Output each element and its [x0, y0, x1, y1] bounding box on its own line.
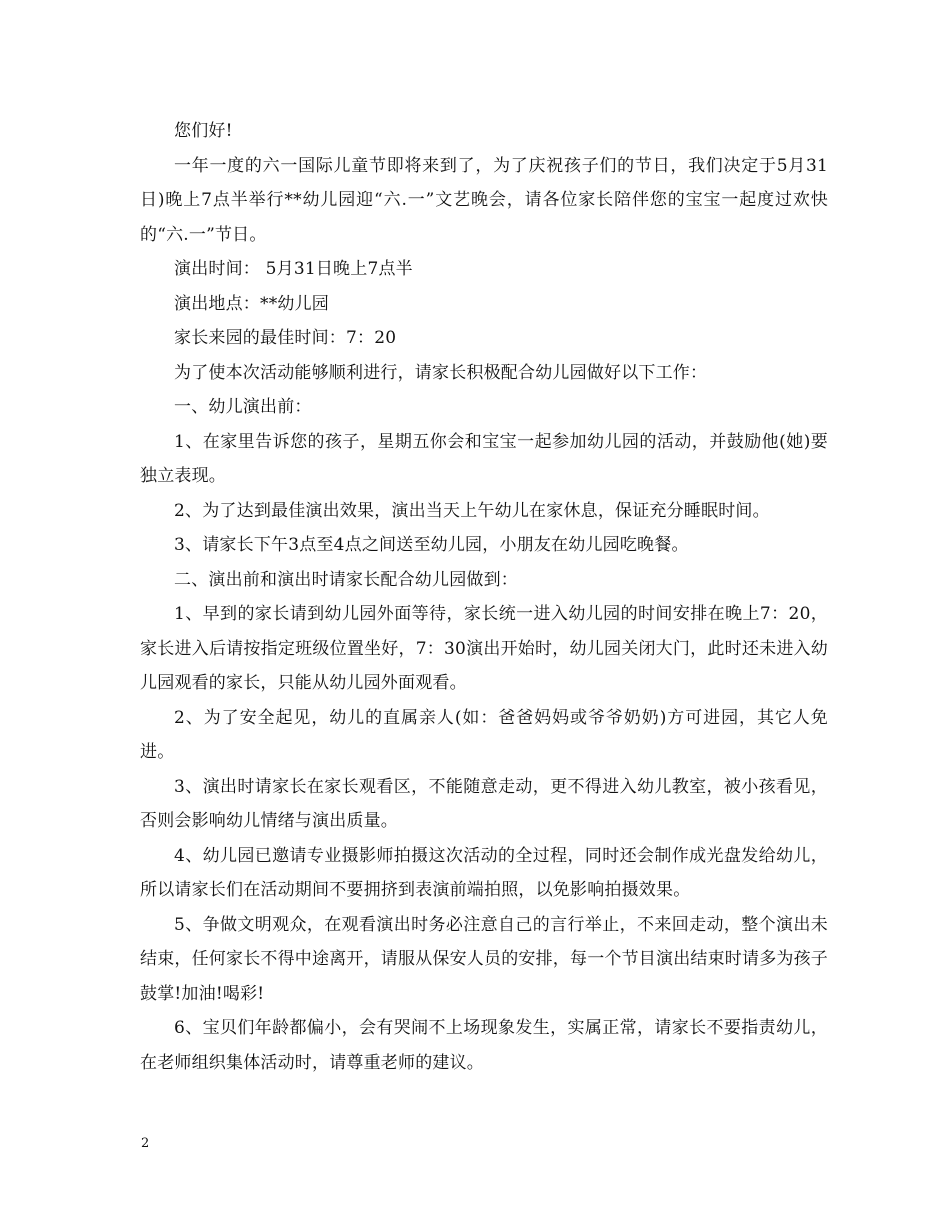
during-item-5: 5、争做文明观众，在观看演出时务必注意自己的言行举止，不来回走动，整个演出未结束，任何家长不得中途离开，请服从保安人员的安排，每一个节目演出结束时请多为孩子鼓掌!加油!喝彩!	[140, 914, 828, 1004]
document-body	[140, 114, 828, 1080]
section-heading-before-performance: 一、幼儿演出前：	[174, 397, 312, 417]
during-item-6: 6、宝贝们年龄都偏小，会有哭闹不上场现象发生，实属正常，请家长不要指责幼儿，在老师组织集体活动时，请尊重老师的建议。	[140, 1018, 828, 1073]
during-item-1: 1、早到的家长请到幼儿园外面等待，家长统一进入幼儿园的时间安排在晚上7：20，家长进入后请按指定班级位置坐好，7：30演出开始时，幼儿园关闭大门，此时还未进入幼儿园观看的家长，只能从幼儿园外面观看。	[140, 604, 828, 693]
performance-time: 演出时间： 5月31日晚上7点半	[174, 259, 413, 279]
before-item-3: 3、请家长下午3点至4点之间送至幼儿园，小朋友在幼儿园吃晚餐。	[174, 535, 689, 555]
intro-paragraph: 一年一度的六一国际儿童节即将来到了，为了庆祝孩子们的节日，我们决定于5月31日)晚上7点半举行**幼儿园迎“六.一”文艺晚会，请各位家长陪伴您的宝宝一起度过欢快的“六.一”节日。	[140, 155, 828, 245]
best-arrival-time: 家长来园的最佳时间：7：20	[174, 328, 397, 348]
greeting-paragraph: 您们好!	[174, 121, 233, 141]
page-number: 2	[141, 1136, 150, 1151]
before-item-1: 1、在家里告诉您的孩子，星期五你会和宝宝一起参加幼儿园的活动，并鼓励他(她)要独立表现。	[140, 431, 828, 486]
section-heading-during-performance: 二、演出前和演出时请家长配合幼儿园做到：	[174, 569, 518, 590]
performance-location: 演出地点：**幼儿园	[174, 293, 329, 314]
during-item-2: 2、为了安全起见，幼儿的直属亲人(如：爸爸妈妈或爷爷奶奶)方可进园，其它人免进。	[140, 707, 828, 762]
before-item-2: 2、为了达到最佳演出效果，演出当天上午幼儿在家休息，保证充分睡眠时间。	[174, 500, 770, 521]
during-item-4: 4、幼儿园已邀请专业摄影师拍摄这次活动的全过程，同时还会制作成光盘发给幼儿，所以请家长们在活动期间不要拥挤到表演前端拍照，以免影响拍摄效果。	[140, 845, 828, 900]
during-item-3: 3、演出时请家长在家长观看区，不能随意走动，更不得进入幼儿教室，被小孩看见，否则会影响幼儿情绪与演出质量。	[140, 776, 828, 831]
cooperation-request: 为了使本次活动能够顺利进行，请家长积极配合幼儿园做好以下工作：	[174, 362, 708, 383]
